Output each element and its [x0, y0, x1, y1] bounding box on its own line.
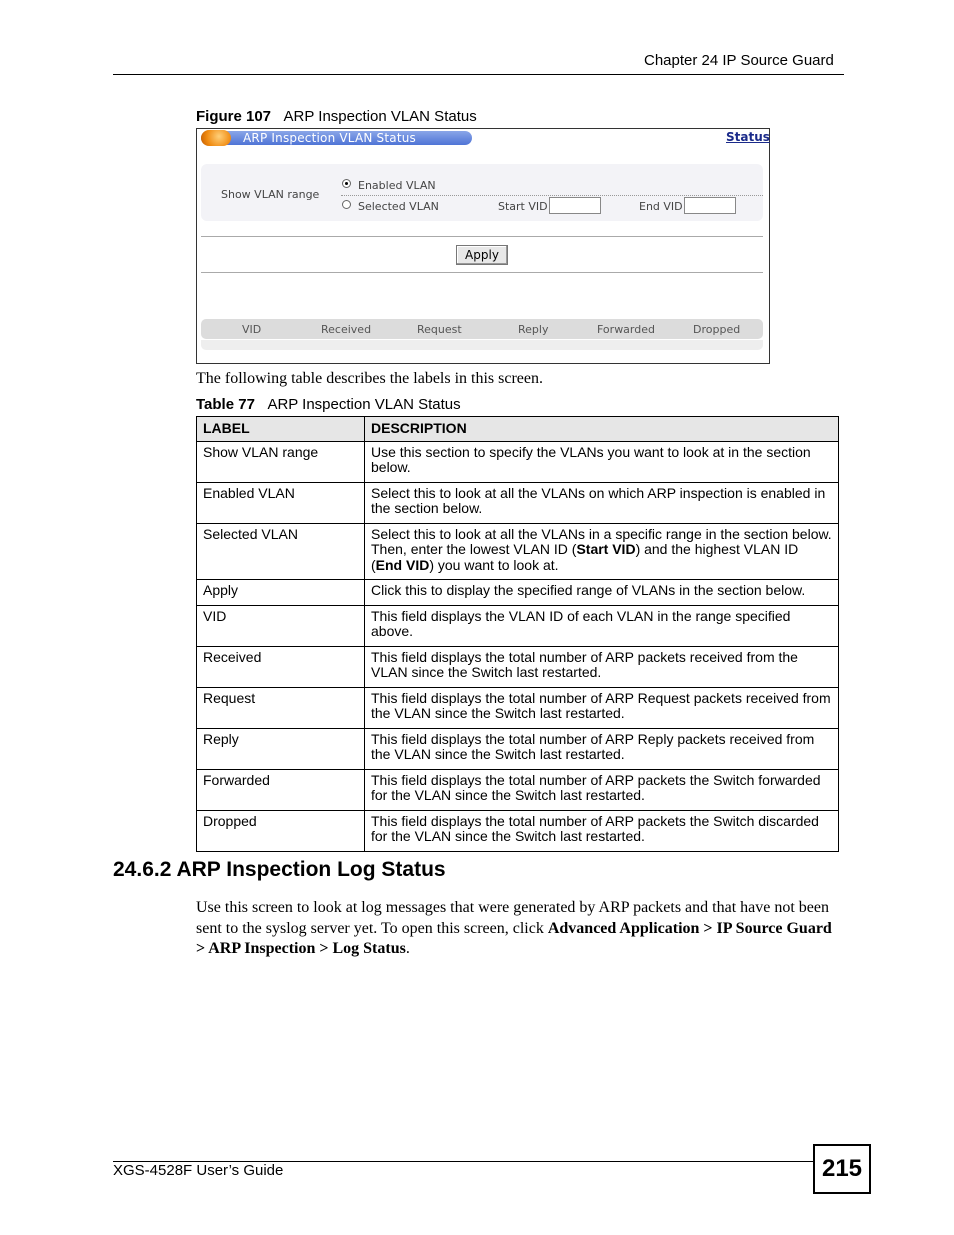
table-row	[197, 580, 839, 606]
row-label: Show VLAN range	[197, 441, 365, 482]
show-vlan-range-label: Show VLAN range	[221, 188, 320, 201]
paragraph-text: Use this screen to look at log messages that were generated by ARP packets and that have not been sent to the syslog server yet. To open this screen, click	[196, 899, 829, 937]
row-description: Use this section to specify the VLANs you want to look at in the section below.	[365, 441, 839, 482]
column-header-reply: Reply	[518, 323, 549, 336]
intro-text: The following table describes the labels in this screen.	[196, 370, 544, 387]
row-label: Forwarded	[197, 769, 365, 810]
row-description: This field displays the VLAN ID of each VLAN in the range specified above.	[365, 605, 839, 646]
column-header-forwarded: Forwarded	[597, 323, 655, 336]
status-link[interactable]: Status	[726, 130, 770, 144]
table-number: Table 77	[196, 396, 255, 413]
end-vid-term: End VID	[375, 556, 430, 573]
row-description: This field displays the total number of ARP packets received from the VLAN since the Switch last restarted.	[365, 646, 839, 687]
row-description: This field displays the total number of ARP packets the Switch discarded for the VLAN since the Switch last restarted.	[365, 810, 839, 851]
table-row	[197, 810, 839, 851]
page-number: 215	[813, 1144, 871, 1194]
screenshot-figure	[196, 128, 770, 364]
title-orb-icon	[201, 130, 231, 146]
table-row	[197, 687, 839, 728]
column-header-received: Received	[321, 323, 372, 336]
table-row	[197, 523, 839, 580]
table-header-row	[197, 417, 839, 442]
description-text: Select this to look at all the VLANs in a specific range in the section below. Then, enter the lowest VLAN ID (	[371, 525, 832, 557]
selected-vlan-label: Selected VLAN	[358, 200, 439, 213]
table-row	[197, 441, 839, 482]
end-vid-input[interactable]	[684, 197, 736, 214]
menu-path: Advanced Application > IP Source Guard > ARP Inspection > Log Status	[196, 919, 832, 957]
row-label: VID	[197, 605, 365, 646]
table-row	[197, 482, 839, 523]
label-column-header: LABEL	[197, 417, 365, 442]
start-vid-label: Start VID	[498, 200, 548, 213]
apply-button[interactable]: Apply	[456, 245, 508, 265]
row-label: Enabled VLAN	[197, 482, 365, 523]
table-title: ARP Inspection VLAN Status	[267, 396, 461, 413]
vlan-range-section	[201, 164, 763, 221]
figure-number: Figure 107	[196, 108, 272, 125]
selected-vlan-radio[interactable]	[342, 200, 351, 209]
row-label: Dropped	[197, 810, 365, 851]
row-label: Request	[197, 687, 365, 728]
description-table	[196, 416, 839, 852]
start-vid-term: Start VID	[576, 541, 636, 557]
status-table-body	[201, 340, 763, 350]
description-text: ) and the highest VLAN ID (	[371, 541, 799, 573]
column-header-vid: VID	[242, 323, 262, 336]
table-row	[197, 728, 839, 769]
description-column-header: DESCRIPTION	[365, 417, 839, 442]
figure-caption	[196, 108, 477, 125]
divider	[201, 236, 763, 237]
table-row	[197, 646, 839, 687]
enabled-vlan-label: Enabled VLAN	[358, 179, 436, 192]
screen-titlebar	[201, 131, 472, 145]
row-description	[365, 523, 839, 580]
row-description: This field displays the total number of ARP Reply packets received from the VLAN since the Switch last restarted.	[365, 728, 839, 769]
section-heading: 24.6.2 ARP Inspection Log Status	[113, 858, 446, 881]
column-header-dropped: Dropped	[693, 323, 741, 336]
row-label: Selected VLAN	[197, 523, 365, 580]
header-rule	[113, 74, 844, 75]
screen-title: ARP Inspection VLAN Status	[243, 131, 417, 145]
row-description: Select this to look at all the VLANs on which ARP inspection is enabled in the section below.	[365, 482, 839, 523]
table-row	[197, 769, 839, 810]
guide-title: XGS-4528F User’s Guide	[113, 1162, 284, 1179]
row-description: This field displays the total number of ARP Request packets received from the VLAN since the Switch last restarted.	[365, 687, 839, 728]
chapter-header: Chapter 24 IP Source Guard	[644, 52, 834, 69]
table-row	[197, 605, 839, 646]
figure-title: ARP Inspection VLAN Status	[283, 108, 477, 125]
section-paragraph	[196, 898, 844, 960]
row-label: Reply	[197, 728, 365, 769]
row-label: Received	[197, 646, 365, 687]
enabled-vlan-radio[interactable]	[342, 179, 351, 188]
start-vid-input[interactable]	[549, 197, 601, 214]
divider	[341, 195, 763, 196]
paragraph-text: .	[405, 940, 410, 957]
row-description: This field displays the total number of ARP packets the Switch forwarded for the VLAN since the Switch last restarted.	[365, 769, 839, 810]
row-label: Apply	[197, 580, 365, 606]
description-text: ) you want to look at.	[429, 556, 559, 573]
status-table-header	[201, 319, 763, 339]
divider	[201, 272, 763, 273]
table-caption	[196, 396, 461, 413]
row-description: Click this to display the specified range of VLANs in the section below.	[365, 580, 839, 606]
end-vid-label: End VID	[639, 200, 683, 213]
column-header-request: Request	[417, 323, 462, 336]
